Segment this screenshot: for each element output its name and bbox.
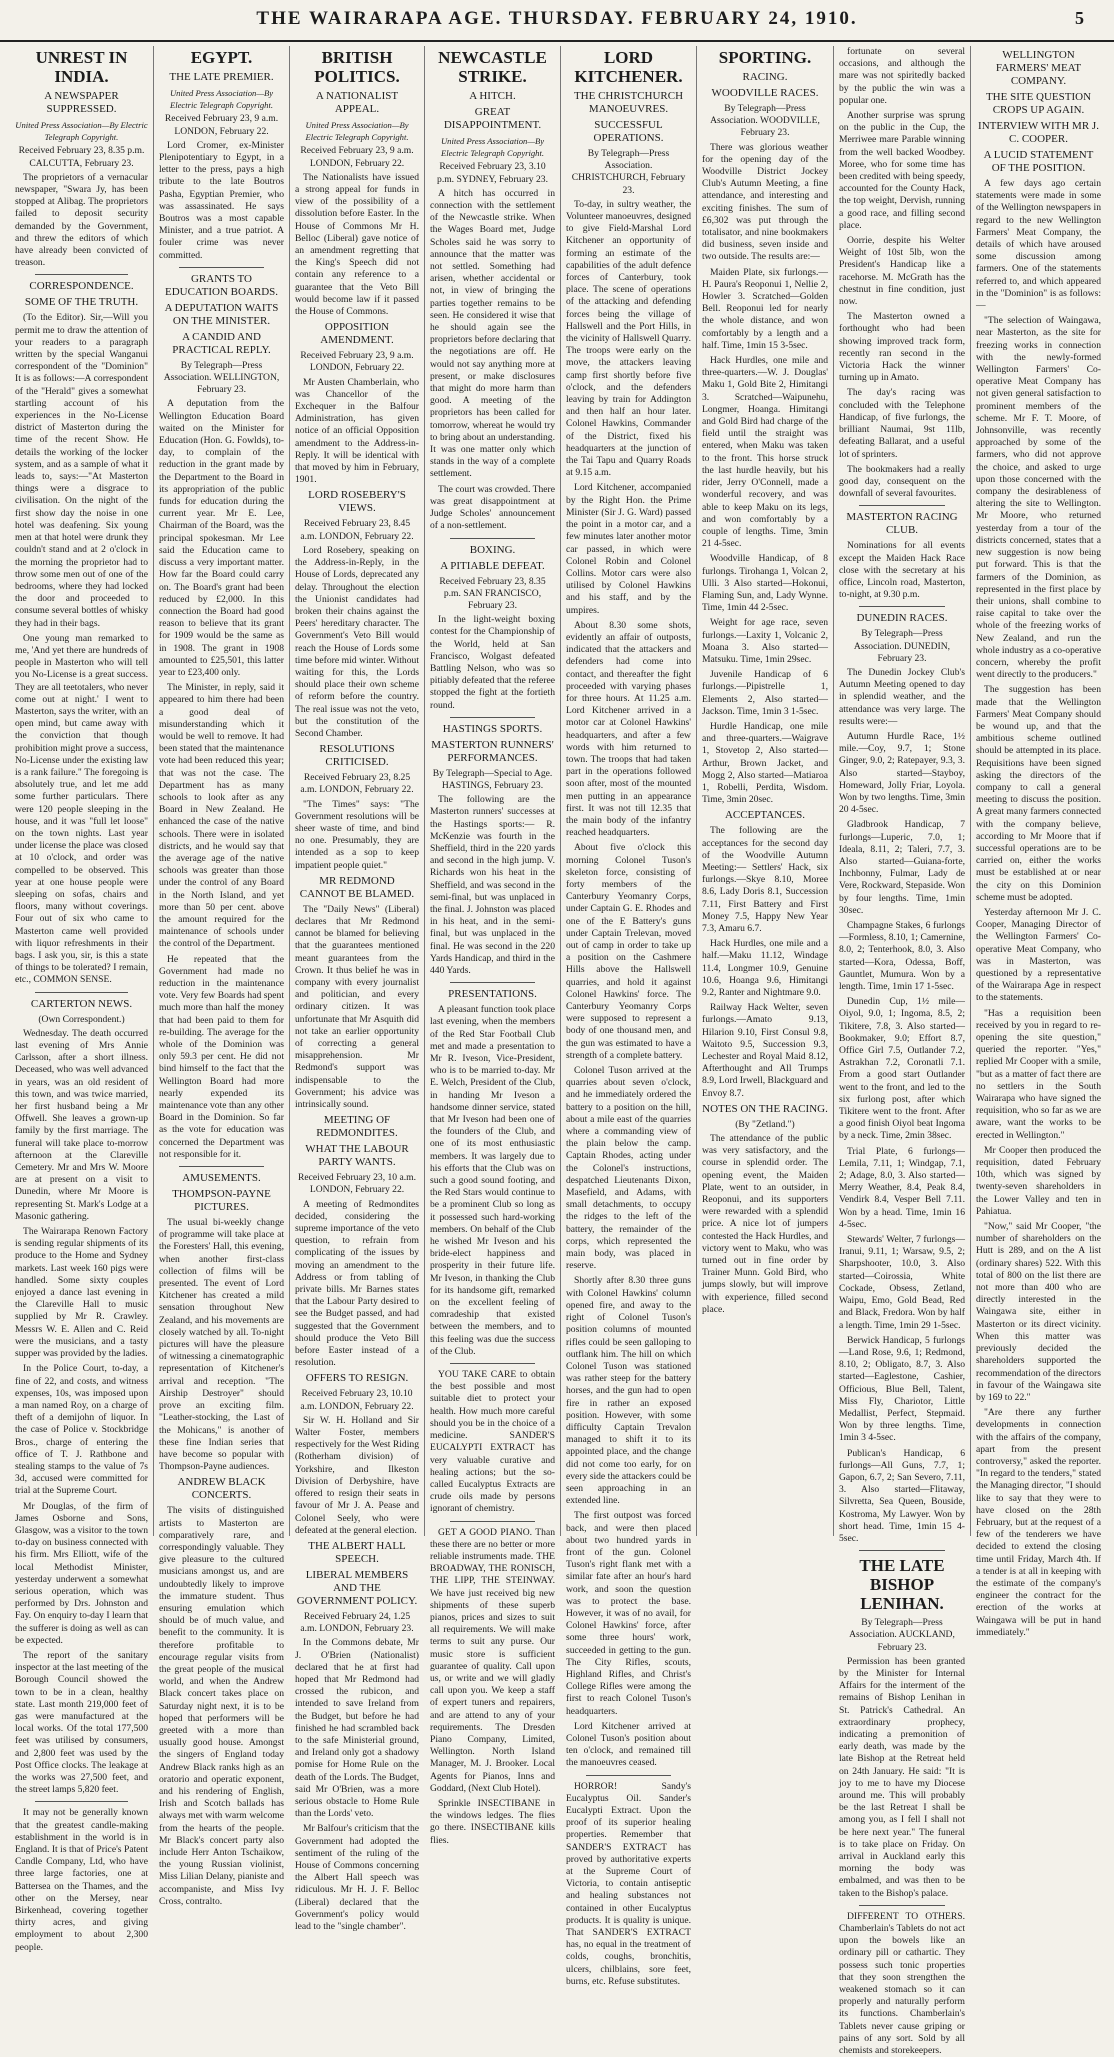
- section-heading: CARTERTON NEWS.: [30, 997, 133, 1010]
- divider: [179, 267, 264, 268]
- article-paragraph: Yesterday afternoon Mr J. C. Cooper, Managing Director of the Wellington Farmers' Co-operative Meat Company, who was in Masterton, was questioned by a representative of the Wairarapa Age in respect to the statements.: [976, 906, 1101, 1004]
- divider: [35, 274, 128, 275]
- article-paragraph: Juvenile Handicap of 6 furlongs.—Pipistrelle 1, Elements 2, Also started—Jackson. Time, 1min 3 1-5sec.: [702, 669, 828, 717]
- article-paragraph: Lord Cromer, ex-Minister Plenipotentiary to Egypt, in a letter to the press, pays a high tribute to the late Boutros Pasha, Egyptian Premier, who was assassinated. He says Boutros was a most capable Minister, and a true patriot. A fouler crime was never committed.: [159, 139, 284, 261]
- dateline: By Telegraph—Press Association. WELLINGTON, February 23.: [163, 359, 280, 396]
- article-paragraph: To-day, in sultry weather, the Volunteer manoeuvres, designed to give Field-Marshal Lord Kitchener an opportunity of forming an estimate of the capabilities of the adult defence forces of Canterbury, took place. The scene of operations of the attacking and defending forces being the village of Hallswell and the Port Hills, in the vicinity of Hallswell Quarry. The troops were early on the move, the attackers leaving camp first shortly before five o'clock, and the defenders leaving by train for Addington and then half an hour later. Colonel Hawkins, Commander of the District, fixed his headquarters at the junction of the Tai Tapu and Quarry Roads at 9.15 a.m.: [566, 198, 691, 479]
- article-paragraph: The bookmakers had a really good day, consequent on the downfall of several favourites.: [839, 463, 965, 500]
- subheading: ACCEPTANCES.: [724, 809, 806, 822]
- dateline: Received February 23, 8.35 p.m. SAN FRANCISCO, February 23.: [439, 575, 546, 611]
- article-paragraph: "Now," said Mr Cooper, "the number of shareholders on the Hutt is 289, and on the A list (ordinary shares) 522. With this total of 800 on the list there are not more than 400 who are directly interested in the Waingawa site, either in Masterton or its direct vicinity. When this matter was previously decided the shareholders supported the recommendation of the directors in favour of the Waingawa site by 169 to 22.": [976, 1221, 1101, 1403]
- headline-unrest-in-india: UNREST IN INDIA.: [35, 48, 128, 86]
- divider: [450, 1521, 535, 1522]
- dateline: Received February 24, 1.25 a.m. LONDON, February 23.: [300, 1610, 414, 1635]
- article-paragraph: Another surprise was sprung on the public in the Cup, the Merriwee mare Parable winning from the well backed Woodbey. Moree, who for some time has been credited with being speedy, accounted for the County Hack, the top weight, Dervish, running a good race, and filling second place.: [839, 110, 965, 231]
- headline-bishop-lenihan: THE LATE BISHOP LENIHAN.: [859, 1556, 945, 1614]
- article-paragraph: A meeting of Redmondites decided, considering the supreme importance of the veto question, to refrain from complicating of the issues by moving an amendment to the Address or from tabling of private bills. Mr Barnes states that the Labour Party desired to see the Budget passed, and had suggested that the Government should produce the Veto Bill before Easter instead of a resolution.: [295, 1198, 419, 1369]
- column-1: [10, 46, 153, 1953]
- article-paragraph: "The Times" says: "The Government resolutions will be sheer waste of time, and bind no one. Presumably, they are intended as a sop to keep impatient people quiet.": [295, 798, 419, 871]
- article-paragraph: Hack Hurdles, one mile and a half.—Maku 11.12, Windage 11.4, Longmer 10.9, Genuine 10.6, Hoanga 9.6, Himitangi 9.2, Ranter and Nightmare 9.0.: [702, 938, 828, 999]
- column-2: [153, 46, 289, 1907]
- subheading: A PITIABLE DEFEAT.: [440, 559, 545, 572]
- advertisement-text: It may not be generally known that the greatest candle-making establishment in the world is in England. It is that of Price's Patent Candle Company, Ltd, who have three large factories, one at Battersea on the Thames, and the other on the Mersey, near Birkenhead, covering together thirty acres, and giving employment to about 2,300 people.: [15, 1807, 148, 1953]
- article-paragraph: (To the Editor). Sir,—Will you permit me to draw the attention of your readers to a paragraph written by the special Wanganui correspondent of the "Dominion" It is as follows:—A correspondent of the "Herald" gives a somewhat startling account of his experiences in the No-License district of Masterton during the time of the recent Show. He details the working of the locker system, and as a sample of what it leads to, says:—"At Masterton things were a disgrace to civilisation. On the night of the first show day the noise in one hotel was deafening. Six young men at that hotel were drunk they couldn't stand and at 2 o'clock in the morning the proprietor had to throw some men out of one of the bedrooms, where they had locked the door and proceeded to consume several bottles of whisky they had in their bags.: [15, 312, 148, 629]
- subheading: RACING.: [742, 71, 788, 83]
- article-paragraph: The visits of distinguished artists to Masterton are comparatively rare, and correspondingly valuable. They give pleasure to the cultured musicians amongst us, and are undoubtedly likely to improve the immature student. Thus ensuring emulation which should be of much value, and benefit to the community. It is therefore profitable to encourage regular visits from the great people of the musical world, and when the Andrew Black concert takes place on Saturday night next, it is to be hoped that performers will be greeted with a more than usually good house. Amongst the singers of England today Andrew Black ranks high as an oratorio and operatic exponent, and his rendering of English, Irish and Scotch ballads has always met with warm welcome from the hearts of the people. Mr Black's concert party also include Herr Anton Tschaikow, the young Russian violinist, Miss Lilian Delany, pianiste and accompaniste, and Miss Ivy Cross, contralto.: [159, 1505, 284, 1907]
- byline: United Press Association—By Electric Telegraph Copyright.: [169, 88, 274, 111]
- divider: [35, 992, 128, 993]
- subheading: OFFERS TO RESIGN.: [305, 1372, 409, 1385]
- article-paragraph: The Masterton owned a forthought who had been showing improved track form, recently ran second in the Victoria Hack the winner turning up in Amato.: [839, 311, 965, 384]
- article-paragraph: About 8.30 some shots, evidently an affair of outposts, indicated that the attackers and defenders had come into contact, and thereafter the fight proceeded with varying phases for three hours. At 11.25 a.m. Lord Kitchener arrived in a motor car at Colonel Hawkins' headquarters, and after a few words with him returned to town. The troops that had taken part in the operations followed soon after, most of the mounted men putting in an appearance first. It was not till 12.35 that the main body of the infantry reached headquarters.: [566, 619, 691, 839]
- advertisement-text: Sprinkle INSECTIBANE in the windows ledges. The flies go there. INSECTIBANE kills flies.: [430, 1797, 555, 1846]
- subheading: OPPOSITION AMENDMENT.: [320, 321, 394, 347]
- article-paragraph: Permission has been granted by the Minister for Internal Affairs for the interment of the remains of Bishop Lenihan in St. Patrick's Cathedral. An extraordinary prophecy, indicating a premonition of early death, was made by the late Bishop at the Retreat held on 24th January. He said: "It is joy to me to have my Diocese around me. This will probably be the last Retreat I shall be among you, as I fell I shall not be here next year." The funeral is to take place on Friday. On arrival in Auckland early this morning the body was embalmed, and was then to be taken to the Bishop's palace.: [839, 1655, 965, 1899]
- article-paragraph: Stewards' Welter, 7 furlongs—Iranui, 9.11, 1; Warsaw, 9.5, 2; Sharpshooter, 10.0, 3. Also started—Coirossia, White Cockade, Obsess, Zetland, Waipu, Emo, Gold Bead, Red and Black, Fredora. Won by half a length. Time, 1min 29 1-5sec.: [839, 1234, 965, 1331]
- article-paragraph: The usual bi-weekly change of programme will take place at the Foresters' Hall, this evening, when another first-class collection of films will be presented. The event of Lord Kitchener has created a mild sensation throughout New Zealand, and his movements are closely watched by all. To-night pictures will have the pleasure of witnessing a cinematographic representation of Kitchener's arrival and reception. "The Airship Destroyer" should prove an exciting film. "Leather-stocking, the Last of the Mohicans," is another of these fine Indian series that have become so popular with Thompson-Payne audiences.: [159, 1217, 284, 1473]
- article-paragraph: fortunate on several occasions, and although the mare was not spiritedly backed by the public the win was a popular one.: [839, 46, 965, 106]
- article-paragraph: In the Commons debate, Mr J. O'Brien (Nationalist) declared that he at first had hoped that Mr Redmond had crossed the rubicon, and intended to save Ireland from the Budget, but before he had finished he had scrambled back to the safe Ministerial ground, and Ireland only got a shadowy pomise for Home Rule on the death of the Lords. The Budget, said Mr O'Brien, was a more serious obstacle to Home Rule than the Lords' veto.: [295, 1637, 419, 1820]
- section-heading: GRANTS TO EDUCATION BOARDS.: [164, 272, 279, 298]
- article-paragraph: Gladbrook Handicap, 7 furlongs—Luperic, 7.0, 1; Ideala, 8.11, 2; Taleri, 7.7, 3. Also started—Guiana-forte, Inchbonny, Fulmar, Lady de Vere, Rockward, Stepaside. Won by four lengths. Time, 1min 30sec.: [839, 819, 965, 916]
- subheading: THE SITE QUESTION CROPS UP AGAIN.: [985, 91, 1092, 116]
- column-3: [289, 46, 424, 1932]
- article-paragraph: In the light-weight boxing contest for the Championship of the World, held at San Francisco, Wolgast defeated Battling Nelson, who was so pitiably defeated that the referee stopped the fight at the fortieth round.: [430, 614, 555, 711]
- column-8: [970, 46, 1106, 1638]
- divider: [450, 717, 535, 718]
- article-paragraph: The Minister, in reply, said it appeared to him there had been a good deal of misunderstanding which it would be well to remove. It had been stated that the maintenance vote had been reduced this year; that was not the case. The Department has as many schools to look after as any Board in New Zealand. He enhanced the case of the native schools. There were in isolated districts, and he would say that the average age of the native schools was greater than those under the control of any Board in the North Island, and yet more than 50 per cent. above the amount required for the maintenance of schools under the control of the Department.: [159, 682, 284, 950]
- dateline: Received February 23, 10 a.m. LONDON, February 22.: [297, 1172, 417, 1196]
- section-heading: HASTINGS SPORTS.: [442, 722, 543, 735]
- headline-sporting: SPORTING.: [718, 48, 812, 67]
- subheading: THE LATE PREMIER.: [169, 71, 274, 83]
- subheading: A LUCID STATEMENT OF THE POSITION.: [983, 149, 1094, 174]
- subheading: A CANDID AND PRACTICAL REPLY.: [172, 330, 271, 356]
- dateline: (Own Correspondent.): [38, 1013, 125, 1025]
- column-4: [424, 46, 560, 1846]
- article-paragraph: The day's racing was concluded with the Telephone Handicap, of five furlongs, the brilliant Naumai, 9st 11lb, defeating Ballarat, and a useful lot of sprinters.: [839, 387, 965, 460]
- dateline: By Telegraph—Special to Age. HASTINGS, February 23.: [432, 767, 553, 791]
- article-paragraph: The report of the sanitary inspector at the last meeting of the Borough Council showed the town to be in a clean, healthy state. Last month 219,000 feet of gas were manufactured at the local works. Of the total 177,500 feet was utilised by consumers, and 2,800 feet was used by the Post Office clocks. The leakage at the works was 27,500 feet, and the street lamps 5,820 feet.: [15, 1649, 148, 1796]
- article-paragraph: Lord Kitchener, accompanied by the Right Hon. the Prime Minister (Sir J. G. Ward) passed the point in a motor car, and a few minutes later another motor car passed, in which were Colonel Robin and Colonel Collins. Motor cars were also utilised by Colonel Hawkins and his staff, and by the umpires.: [566, 482, 691, 616]
- headline-egypt: EGYPT.: [190, 48, 253, 67]
- article-paragraph: A hitch has occurred in connection with the settlement of the Newcastle strike. When the Wages Board met, Judge Scholes said he was sorry to announce that the matter was not settled. Something had arisen, whether accidental or not, in view of bringing the parties together remains to be seen. He considered it wise that he should again see the proprietors before declaring that the negotiations are off. He would not say anything more at present, or make disclosures that might do more harm than good. A meeting of the proprietors has been called for tomorrow, whereat he would try to bring about an understanding. It was one matter only which stands in the way of a complete settlement.: [430, 187, 555, 480]
- section-heading: MASTERTON RACING CLUB.: [846, 511, 958, 537]
- column-6: [696, 46, 833, 1536]
- section-heading: CORRESPONDENCE.: [29, 280, 134, 293]
- article-paragraph: Woodville Handicap, of 8 furlongs. Tirohanga 1, Volcan 2, Ulli. 3 Also started—Hokonui, Flaming Sun, and, Lady Wynne. Time, 1min 44 2-5sec.: [702, 553, 828, 614]
- article-paragraph: The "Daily News" (Liberal) declares that Mr Redmond cannot be blamed for believing that the guarantees mentioned meant guarantees from the Crown. It thus belief he was in company with every journalist and politician, and every ordinary citizen. It was unfortunate that Mr Asquith did not take an earlier opportunity of correcting a general misapprehension. Mr Redmond's support was indispensable to the Government; his advice was intrinsically sound.: [295, 903, 419, 1111]
- article-paragraph: Weight for age race, seven furlongs.—Laxity 1, Volcanic 2, Moana 3. Also started—Matsuku. Time, 1min 29sec.: [702, 617, 828, 665]
- article-paragraph: The proprietors of a vernacular newspaper, "Swara Jy, has been stopped at Alibag. The proprietors failed to deposit security demanded by the Government, and threw the editors of which have already been convicted of treason.: [15, 171, 148, 269]
- article-paragraph: There was glorious weather for the opening day of the Woodville District Jockey Club's Autumn Meeting, a fine attendance, and interesting and exciting finishes. The sum of £6,302 was put through the totalisator, and nine bookmakers did business, seven inside and two outside. The results are:—: [702, 141, 828, 263]
- subheading: A NEWSPAPER SUPPRESSED.: [44, 90, 119, 115]
- divider: [859, 1905, 945, 1906]
- article-paragraph: Lord Kitchener arrived at Colonel Tuson's position about ten o'clock, and remained till the manoeuvres ceased.: [566, 1720, 691, 1769]
- article-paragraph: Mr Austen Chamberlain, who was Chancellor of the Exchequer in the Balfour Administration, has given notice of an official Opposition amendment to the Address-in-Reply. It will be identical with that moved by him in February, 1901.: [295, 376, 419, 486]
- headline-lord-kitchener: LORD KITCHENER.: [574, 48, 683, 86]
- article-paragraph: Mr Douglas, of the firm of James Osborne and Sons, Glasgow, was a visitor to the town to-day on business connected with his firm. Mrs Elliott, wife of the local Methodist Minister, yesterday underwent a somewhat serious operation, which was performed by Drs. Johnston and Fay. On enquiry to-day I learn that the sufferer is doing as well as can be expected.: [15, 1500, 148, 1646]
- headline-newcastle-strike: NEWCASTLE STRIKE.: [438, 48, 547, 86]
- advertisement-text: GET A GOOD PIANO. Than these there are no better or more reliable instruments made. THE BROADWAY, THE RONISCH, THE LIPP, THE STEINWAY. We have just received big new shipments of these superb pianos, prices and sizes to suit all requirements. We will make terms to suit any purse. Our music store is sufficient guarantee of quality. Call upon us, or write and we will gladly call upon you. We keep a staff of expert tuners and repairers, and are attend to any of your requirements. The Dresden Piano Company, Limited, Wellington. North Island Manager, M. J. Brooker. Local Agents for Pianos, Inns and Goddard, (Next Club Hotel).: [430, 1526, 555, 1794]
- article-paragraph: Hurdle Handicap, one mile and three-quarters.—Waigrave 1, Stovetop 2, Also started—Arthur, Brown Jacket, and Mogg 2, Also started—Matiaroa 1, Robelli, Perdita, Wisdom. Time, 3min 20sec.: [702, 720, 828, 806]
- dateline: By Telegraph—Press Association. DUNEDIN, February 23.: [853, 628, 951, 664]
- divider: [859, 1550, 945, 1551]
- divider: [450, 1363, 535, 1364]
- article-paragraph: Oorrie, despite his Welter Weight of 10st 5lb, won the President's Handicap like a racehorse. M. McGrath has the chestnut in fine condition, just now.: [839, 235, 965, 308]
- article-paragraph: "Are there any further developments in connection with the affairs of the company, apart from the present controversy," asked the reporter. "In regard to the tenders," stated the Managing director, "I should like to say that they were to have closed on the 28th February, but at the request of a few of the tenderers we have decided to extend the closing time until Friday, March 4th. If a tender is at all in keeping with the estimate of the company's engineer the contract for the erection of the works at Waingawa will be put in hand immediately.": [976, 1407, 1101, 1638]
- divider: [35, 1801, 128, 1802]
- article-paragraph: A few days ago certain statements were made in some of the Wellington newspapers in regard to the new Wellington Farmers' Meat Company, the details of which have aroused some discussion among farmers. One of the statements referred to, and which appeared in the "Dominion" is as follows:—: [976, 178, 1101, 312]
- subheading: A DEPUTATION WAITS ON THE MINISTER.: [164, 301, 279, 327]
- dateline: Received February 23, 10.10 a.m. LONDON, February 22.: [300, 1388, 414, 1412]
- dateline: By Telegraph—Press Association. CHRISTCHURCH, February 23.: [571, 148, 686, 196]
- newspaper-title: THE WAIRARAPA AGE. THURSDAY. FEBRUARY 24, 1910.: [256, 8, 858, 29]
- byline: United Press Association—By Electric Telegraph Copyright.: [305, 120, 409, 143]
- article-paragraph: Berwick Handicap, 5 furlongs—Land Rose, 9.6, 1; Redmond, 8.10, 2; Obligato, 8.7, 3. Also started—Eaglestone, Cashier, Officious, Blue Bell, Talent, Miss Fly, Chariotor, Little Medallist, Perfect, Stepmaid. Won by three lengths. Time, 1min 3 4-5sec.: [839, 1334, 965, 1444]
- section-heading: AMUSEMENTS.: [182, 1172, 261, 1185]
- article-paragraph: Mr Balfour's criticism that the Government had adopted the sentiment of the ruling of the House of Commons concerning the Albert Hall speech was ridiculous. Mr H. J. F. Belloc (Liberal) declared that the Government's policy would lead to the "single chamber".: [295, 1823, 419, 1932]
- column-7: [833, 46, 970, 2057]
- article-paragraph: Maiden Plate, six furlongs.—H. Paura's Reoponui 1, Nellie 2, Howler 3. Scratched—Golden Bell. Reoponui led for nearly the whole distance, and won comfortably by a length and a half. Time, 1min 15 3-5sec.: [702, 266, 828, 351]
- subheading: SUCCESSFUL OPERATIONS.: [593, 119, 664, 144]
- article-paragraph: Lord Rosebery, speaking on the Address-in-Reply, in the House of Lords, deprecated any delay. Throughout the election the Unionist candidates had broken their chains against the Peers' hereditary character. The Government's Veto Bill would reach the House of Lords some time before mid winter. Without waiting for this, the Lords should place their own scheme of reform before the country. The real issue was not the veto, but the constitution of the Second Chamber.: [295, 544, 419, 739]
- dateline: Received February 23, 9 a.m. LONDON, February 22.: [300, 350, 414, 374]
- subheading: THE CHRISTCHURCH MANOEUVRES.: [573, 90, 684, 115]
- article-paragraph: Champagne Stakes, 6 furlongs—Formless, 8.10, 1; Camernine, 8.0, 2; Tenterhook, 8.0, 3. Also started—Kora, Odessa, Boff, Gauntlet, Mumura. Won by a length. Time, 1min 17 1-5sec.: [839, 920, 965, 993]
- advertisement-text: HORROR! Sandy's Eucalyptus Oil. Sander's Eucalypti Extract. Upon the proof of its superior healing properties. Remember that SANDER'S EXTRACT has proved by authoritative experts at the Supreme Court of Victoria, to contain antiseptic and healing substances not contained in other Eucalyptus products. It is quality is unique. That SANDER'S EXTRACT has, no equal in the treatment of colds, coughs, bronchitis, ulcers, chilblains, sore feet, burns, etc. Refuse substitutes.: [566, 1780, 691, 1987]
- article-paragraph: The court was crowded. There was great disappointment at Judge Scholes' announcement of a non-settlement.: [430, 483, 555, 532]
- article-paragraph: "Has a requisition been received by you in regard to re-opening the site question," queried the reporter. "Yes," replied Mr Cooper with a smile, "but as a matter of fact there are no settlers in the South Wairarapa who have signed the requisition, who so far as we are aware, want the works to be erected in Wellington.": [976, 1007, 1101, 1141]
- article-paragraph: "The selection of Waingawa, near Masterton, as the site for freezing works in connection with the newly-formed Wellington Farmers' Co-operative Meat Company has not given general satisfaction to prominent members of the scheme. Mr F. T. Moore, of Johnsonville, was recently approached by some of the farmers, who did not approve the choice, and asked to urge upon those concerned with the company the desirableness of altering the site to Wellington. Mr Moore, who returned yesterday from a tour of the districts concerned, states that a new suggestion is now being put forward. This is that the farmers of the Dominion, as represented in the first place by their unions, shall combine to raise capital to take over the whole of the freezing works of New Zealand, and run the whole industry as a co-operative concern, whereby the profit went directly to the producers.": [976, 315, 1101, 681]
- article-paragraph: The following are the acceptances for the second day of the Woodville Autumn Meeting:— Settlers' Hack, six furlongs.—Skye 8.10, Moree 8.6, Lady Doris 8.1, Succession 7.11, First Battery and First Money 7.5, Happy New Year 7.3, Amaru 6.7.: [702, 825, 828, 934]
- advertisement-text: YOU TAKE CARE to obtain the best possible and most suitable diet to protect your health. How much more careful should you be in the choice of a medicine. SANDER'S EUCALYPTI EXTRACT has very valuable curative and healing actions; but the so-called Eucalyptus Extracts are crude oils made by persons ignorant of chemistry.: [430, 1369, 555, 1515]
- section-heading: BOXING.: [469, 543, 516, 556]
- advertisement-text: DIFFERENT TO OTHERS. Chamberlain's Tablets do not act upon the bowels like an ordinary pill or cathartic. They possess such tonic properties that they soon strengthen the weakened stomach so it can properly and naturally perform its functions. Chamberlain's Tablets never cause griping or pains of any sort. Sold by all chemists and storekeepers.: [839, 1910, 965, 2057]
- subheading: THE ALBERT HALL SPEECH.: [308, 1539, 406, 1565]
- divider: [179, 1166, 264, 1167]
- section-heading: DUNEDIN RACES.: [856, 612, 948, 625]
- article-paragraph: The first outpost was forced back, and were then placed about two hundred yards in front of the gun. Colonel Tuson's right flank met with a similar fate after an hour's hard work, and soon the question was to protect the base. However, it was of no avail, for Colonel Hawkins' force, after some three hours' work, succeeded in getting to the gun. The City Rifles, scouts, Highland Rifles, and Christ's College Rifles were among the first to reach Colonel Tuson's headquarters.: [566, 1510, 691, 1717]
- subheading: RESOLUTIONS CRITICISED.: [319, 743, 395, 769]
- byline: United Press Association—By Electric Telegraph Copyright.: [15, 120, 148, 143]
- divider: [859, 606, 945, 607]
- article-paragraph: The Nationalists have issued a strong appeal for funds in view of the possibility of a dissolution before Easter. In the House of Commons Mr H. Belloc (Liberal) gave notice of an amendment regretting that the King's Speech did not contain any reference to a guarantee that the Veto Bill would become law if it passed the House of Commons.: [295, 171, 419, 318]
- article-paragraph: Trial Plate, 6 furlongs—Lemila, 7.11, 1; Windgap, 7.1, 2; Adage, 8.0, 3. Also started—Merry Weather, 8.4, Peak 8.4, Vendirk 8.4, Vesper Bell 7.11. Won by a head. Time, 1min 16 4-5sec.: [839, 1145, 965, 1230]
- dateline: By Telegraph—Press Association. WOODVILLE, February 23.: [710, 103, 820, 139]
- dateline: Received February 23, 3.10 p.m. SYDNEY, February 23.: [437, 161, 548, 185]
- subheading: LORD ROSEBERY'S VIEWS.: [308, 489, 406, 515]
- divider: [450, 538, 535, 539]
- subheading: WOODVILLE RACES.: [711, 87, 819, 99]
- dateline: By Telegraph—Press Association. AUCKLAND, February 23.: [849, 1617, 955, 1653]
- subheading: INTERVIEW WITH MR J. C. COOPER.: [978, 120, 1099, 145]
- article-paragraph: Autumn Hurdle Race, 1½ mile.—Coy, 9.7, 1; Stone Ginger, 9.0, 2; Ratepayer, 9.3, 3. Also started—Stayboy, Homeward, Jolly Friar, Loyola. Won by two lengths. Time, 3min 20 4-5sec.: [839, 730, 965, 816]
- column-5: [560, 46, 696, 1987]
- article-paragraph: Shortly after 8.30 three guns with Colonel Hawkins' column opened fire, and away to the right of Colonel Tuson's position columns of mounted rifles could be seen galloping to outflank him. The hill on which Colonel Tuson was stationed was rather steep for the battery horses, and the gun had to open fire in rather an exposed position. However, with some difficulty Captain Trevalon managed to shift it to its appointed place, and the change did not come too early, for on every side the attackers could be seen approaching in an extended line.: [566, 1275, 691, 1507]
- dateline: (By "Zetland."): [735, 1118, 795, 1130]
- article-paragraph: Publican's Handicap, 6 furlongs—All Guns, 7.7, 1; Gapon, 6.7, 2; San Severo, 7.11, 3. Also started—Flitaway, Silvretta, Sea Queen, Bouside, Kostroma, My Lawyer. Won by short head. Time, 1min 15 4-5sec.: [839, 1447, 965, 1544]
- subheading: GREAT DISAPPOINTMENT.: [443, 106, 542, 131]
- article-paragraph: One young man remarked to me, 'And yet there are hundreds of people in Masterton who will tell you No-License is a great success. They are all teetotalers, who never come out at night.' I went to Masterton, says the writer, with an open mind, but came away with the conviction that though prohibition might prove a success, No-License under the existing law is a rank failure." The foregoing is absolutely true, and let me add some further particulars. There were 120 people sleeping in the house, and it was "full let loose" on the town nights. Last year under license the place was closed at 10 o'clock, and order was compelled to be observed. This year at one house people were sleeping on sofas, chairs and floors, many without coverings. Four out of six who came to Masterton came well provided with liquor refreshments in their bags. I ask you, sir, is this a state of things to be tolerated? I remain, etc., COMMON SENSE.: [15, 632, 148, 986]
- subheading: MEETING OF REDMONDITES.: [316, 1114, 398, 1140]
- article-paragraph: A deputation from the Wellington Education Board waited on the Minister for Education (Hon. G. Fowlds), to-day, to complain of the reduction in the grant made by the Department to the Board in its appropriation of the public funds for education during the current year. Mr E. Lee, Chairman of the Board, was the principal spokesman. Mr Lee said the Education came to discuss a very important matter. How far the Board could carry on. The Board's grant had been reduced by £2,000. In this connection the Board had good reason to believe that its grant for 1909 would be the same as in 1908. The grant in 1908 amounted to £25,501, this latter year to £23,400 only.: [159, 398, 284, 678]
- article-paragraph: The suggestion has been made that the Wellington Farmers' Meat Company should be wound up, and that the ambitious scheme outlined should be attempted in its place. Requisitions have been signed asking the directors of the company to call a general meeting to discuss the position. A great many farmers connected with the company believe, according to Mr Moore that if successful operations are to be carried on, either the works must be established at or near the city on this Dominion scheme must be adopted.: [976, 684, 1101, 903]
- dateline: Received February 23, 9 a.m. LONDON, February 22.: [300, 145, 414, 169]
- section-heading: PRESENTATIONS.: [448, 988, 537, 1001]
- subheading: ANDREW BLACK CONCERTS.: [177, 1476, 266, 1502]
- article-paragraph: In the Police Court, to-day, a fine of 22, and costs, and witness expenses, 10s, was imposed upon a man named Roy, on a charge of theft of a demijohn of liquor. In the case of Police v. Stockbridge Bros., charge of entering the office of T. J. Rathbone and stealing stamps to the value of 7s 3d, accused were committed for trial at the Supreme Court.: [15, 1363, 148, 1497]
- subheading: WHAT THE LABOUR PARTY WANTS.: [305, 1143, 409, 1169]
- article-paragraph: About five o'clock this morning Colonel Tuson's skeleton force, consisting of forty members of the Canterbury Yeomanry Corps, under Captain G. E. Rhodes and one of the E Battery's guns under Captain Trelevan, moved out of camp in order to take up a position on the Cashmere Hills above the Hallswell quarries, and hold it against Colonel Hawkins' force. The Canterbury Yeomanry Corps were supposed to represent a body of one thousand men, and the gun was estimated to have a strength of a complete battery.: [566, 842, 691, 1061]
- subheading: LIBERAL MEMBERS AND THE GOVERNMENT POLICY.: [296, 1568, 418, 1607]
- subheading: THOMPSON-PAYNE PICTURES.: [172, 1188, 271, 1214]
- article-paragraph: Wednesday. The death occurred last evening of Mrs Annie Carlsson, after a short illness. Deceased, who was well advanced in years, was an old resident of this town, and was twice married, her first husband being a Mr Offwell. She leaves a grown-up family by the first marriage. The funeral will take place to-morrow afternoon at the Clareville Cemetery. Mr and Mrs W. Moore are at present on a visit to Dunedin, where Mr Moore is representing St. Mark's Lodge at a Masonic gathering.: [15, 1027, 148, 1222]
- byline: United Press Association—By Electric Telegraph Copyright.: [440, 136, 545, 159]
- article-paragraph: A pleasant function took place last evening, when the members of the Red Star Football Club met and made a presentation to Mr R. Iveson, Vice-President, who is to be married to-day. Mr E. Welch, President of the Club, in handing Mr Iveson a handsome dinner service, stated that Mr Iveson had been one of the founders of the Club, and one of its most enthusiastic members. It was largely due to his efforts that the Club was on such a good sound footing, and the Red Stars would continue to be a prominent Club so long as it possessed such hard-working members. On behalf of the Club he wished Mr Iveson and his bride-elect happiness and prosperity in their future life. Mr Iveson, in thanking the Club for its handsome gift, remarked on the excellent feeling of comradeship that existed between the members, and to this feeling was due the success of the Club.: [430, 1004, 555, 1357]
- headline-british-politics: BRITISH POLITICS.: [314, 48, 400, 86]
- article-paragraph: Hack Hurdles, one mile and three-quarters.—W. J. Douglas' Maku 1, Gold Bite 2, Himitangi 3. Scratched—Waipunehu, Longmer, Hoanga. Himitangi and Gold Bird had charge of the field until the straight was entered, when Maku was taken to the front. This horse struck the last hurdle heavily, but his rider, Jerry O'Connell, made a wonderful recovery, and was able to keep Maku on its legs, and won comfortably by a couple of lengths. Time, 3min 21 4-5sec.: [702, 355, 828, 550]
- article-paragraph: He repeated that the Government had made no reduction in the maintenance vote. Very few Boards had spent much more than half the money that had been paid to them for re-building. The average for the whole of the Dominion was only 59.3 per cent. He did not bind himself to the fact that the Wellington Board had more nearly expended its maintenance vote than any other Board in the Dominion. So far as the vote for education was concerned the Department was not responsible for it.: [159, 953, 284, 1160]
- article-paragraph: The following are the Masterton runners' successes at the Hastings sports:— R. McKenzie was fourth in the Sheffield, third in the 220 yards and second in the high jump. V. Richards won his heat in the Sheffield, and was second in the semi-final, but was unplaced in the final. J. Johnston was placed in his heat, and in the semi-final, but was unplaced in the final. He was second in the 220 Yards Handicap, and third in the 440 Yards.: [430, 794, 555, 976]
- section-heading: WELLINGTON FARMERS' MEAT COMPANY.: [995, 49, 1082, 87]
- article-paragraph: Dunedin Cup, 1½ mile—Oiyol, 9.0, 1; Ingoma, 8.5, 2; Tikitere, 7.8, 3. Also started—Bookmaker, 9.0; Effort 8.7, Office Girl 7.5, Outlander 7.2, Astrakhan 7.2, Coronatli 7.1. From a good start Outlander went to the front, and led to the six furlong post, after which Tikitere went to the front. After a good finish Oiyol beat Ingoma by a neck. Time, 2min 38sec.: [839, 996, 965, 1142]
- subheading: MASTERTON RUNNERS' PERFORMANCES.: [431, 738, 554, 764]
- subheading: A NATIONALIST APPEAL.: [315, 90, 399, 115]
- article-paragraph: The Dunedin Jockey Club's Autumn Meeting opened to day in splendid weather, and the attendance was very large. The results were:—: [839, 666, 965, 727]
- article-paragraph: The attendance of the public was very satisfactory, and the course in splendid order. The opening event, the Maiden Plate, went to an outsider, in Reoponui, and its supporters were rewarded with a splendid price. A nice lot of jumpers contested the Hack Hurdles, and victory went to Maku, who was turned out in fine order by Trainer Munn. Gold Bird, who jumps slowly, but will improve with experience, filled second place.: [702, 1133, 828, 1315]
- dateline: Received February 23, 9 a.m. LONDON, February 22.: [164, 113, 279, 137]
- article-paragraph: Nominations for all events except the Maiden Hack Race close with the secretary at his office, Lincoln road, Masterton, to-night, at 9.30 p.m.: [839, 540, 965, 601]
- subheading: A HITCH.: [469, 90, 516, 102]
- article-paragraph: Mr Cooper then produced the requisition, dated February 10th, which was signed by twenty-seven shareholders in the Lower Valley and ten in Pahiatua.: [976, 1144, 1101, 1217]
- divider: [586, 1775, 671, 1776]
- masthead: [0, 0, 1114, 42]
- subheading: MR REDMOND CANNOT BE BLAMED.: [299, 874, 415, 900]
- dateline: Received February 23, 8.45 a.m. LONDON, February 22.: [300, 518, 414, 542]
- dateline: Received February 23, 8.35 p.m. CALCUTTA, February 23.: [18, 145, 145, 169]
- subheading: NOTES ON THE RACING.: [702, 1102, 828, 1115]
- article-paragraph: The Wairarapa Renown Factory is sending regular shipments of its produce to the Home and Sydney markets. Last week 160 pigs were handled. Some sixty couples enjoyed a dance last evening in the Clareville Hall to music supplied by Mr R. Crawley. Messrs W. E. Allen and C. Reid were the musicians, and a tasty supper was provided by the ladies.: [15, 1226, 148, 1360]
- subheading: SOME OF THE TRUTH.: [24, 296, 139, 309]
- article-paragraph: Colonel Tuson arrived at the quarries about seven o'clock, and he immediately ordered the battery to a position on the hill, about a mile east of the quarries where a commanding view of the plain below the camp. Captain Rhodes, acting under the Colonel's instructions, despatched Lieutenants Dixon, Masefield, and Adams, with small detachments, to occupy the ridges to the left of the battery, the remainder of the corps, which represented the main body, was placed in reserve.: [566, 1065, 691, 1272]
- article-paragraph: Railway Hack Welter, seven furlongs.—Amato 9.13, Hilarion 9.10, First Consul 9.8, Waitoto 9.5, Succession 9.3, Lechester and Royal Maid 8.12, Afterthought and All Trumps 8.9, Lord Irwell, Blackguard and Envoy 8.7.: [702, 1002, 829, 1099]
- dateline: Received February 23, 8.25 a.m. LONDON, February 22.: [300, 772, 414, 796]
- page-number: 5: [1075, 8, 1084, 28]
- divider: [859, 505, 945, 506]
- divider: [450, 982, 535, 983]
- article-paragraph: Sir W. H. Holland and Sir Walter Foster, members respectively for the West Riding (Rotherham division) of Yorkshire, and Ilkeston Division of Derbyshire, have offered to resign their seats in favour of Mr J. A. Pease and Colonel Seely, who were defeated at the general election.: [295, 1414, 419, 1536]
